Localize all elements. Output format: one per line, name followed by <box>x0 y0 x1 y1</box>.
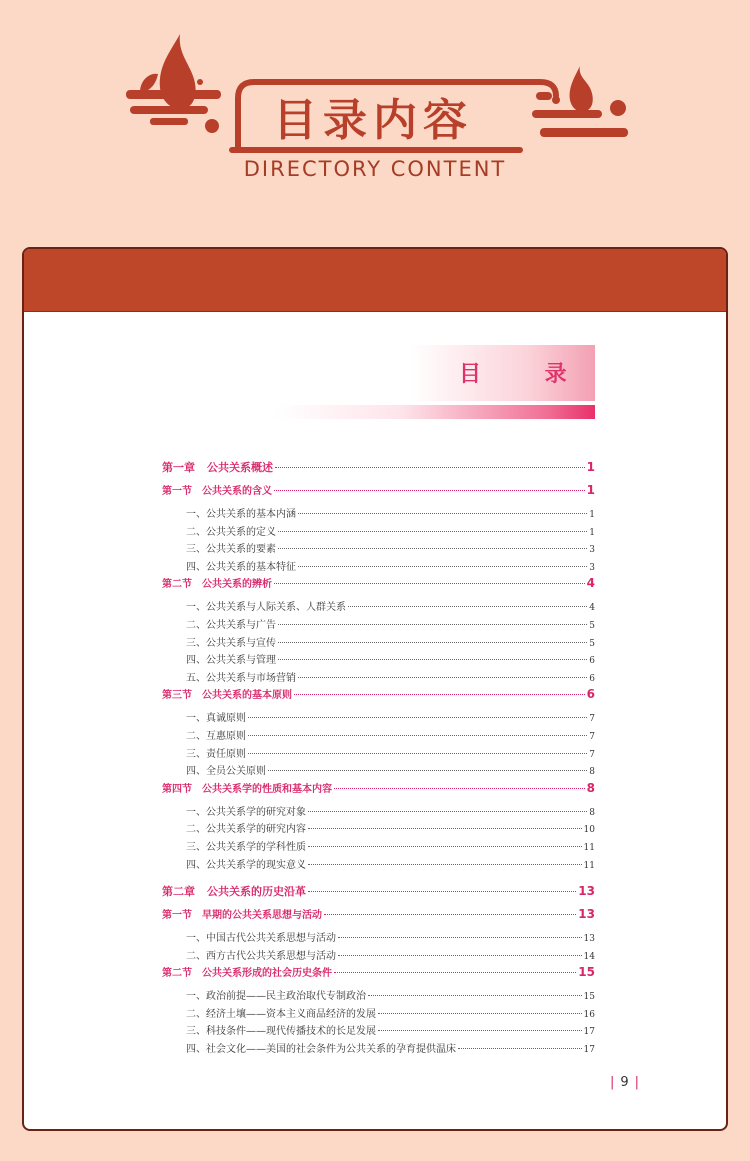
toc-item-page: 3 <box>589 545 595 556</box>
toc-item-page: 5 <box>589 638 595 649</box>
toc-item-title: 四、公共关系与管理 <box>186 655 276 667</box>
toc-item-title: 三、科技条件——现代传播技术的长足发展 <box>186 1026 376 1038</box>
toc-item-title: 二、互惠原则 <box>186 730 246 742</box>
toc-item-page: 10 <box>583 825 595 836</box>
page-number-bar-left: | <box>610 1075 615 1090</box>
toc-item-page: 7 <box>589 731 595 742</box>
dot-leader <box>275 467 585 468</box>
toc-item[interactable] <box>162 709 595 727</box>
toc-item-title: 一、中国古代公共关系思想与活动 <box>186 933 336 945</box>
dot-leader <box>278 548 587 549</box>
dot-leader <box>334 972 576 973</box>
dot-leader <box>274 490 585 491</box>
dot-leader <box>378 1030 582 1031</box>
page-number-value: 9 <box>620 1075 629 1090</box>
toc-item[interactable] <box>162 651 595 669</box>
toc-item[interactable] <box>162 838 595 856</box>
dot-leader <box>308 864 582 865</box>
toc-item[interactable] <box>162 1040 595 1058</box>
dot-leader <box>278 624 587 625</box>
toc-chapter-title: 公共关系概述 <box>207 461 273 474</box>
toc-section-title: 早期的公共关系思想与活动 <box>202 910 322 922</box>
toc-chapter-page: 13 <box>578 884 595 899</box>
dot-leader <box>338 937 582 938</box>
toc-item-page: 3 <box>589 562 595 573</box>
toc-chapter[interactable] <box>162 883 595 906</box>
toc-item[interactable] <box>162 634 595 652</box>
page-number-bar-right: | <box>634 1075 640 1090</box>
dot-leader <box>278 642 587 643</box>
toc-item-page: 7 <box>589 749 595 760</box>
toc-item-title: 四、社会文化——美国的社会条件为公共关系的孕育提供温床 <box>186 1044 456 1056</box>
chapter-spacer <box>162 873 595 883</box>
toc-chapter[interactable] <box>162 459 595 482</box>
toc-item-title: 二、公共关系的定义 <box>186 526 276 538</box>
toc-item[interactable] <box>162 929 595 947</box>
dot-leader <box>248 753 587 754</box>
toc-section-page: 13 <box>578 907 595 922</box>
dot-leader <box>458 1048 582 1049</box>
dot-leader <box>308 828 582 829</box>
dot-leader <box>298 566 587 567</box>
toc-section[interactable] <box>162 482 595 505</box>
toc-item[interactable] <box>162 987 595 1005</box>
toc-section-title: 公共关系学的性质和基本内容 <box>202 783 332 795</box>
toc-section-page: 1 <box>586 483 595 497</box>
dot-leader <box>278 531 587 532</box>
toc-item-title: 二、西方古代公共关系思想与活动 <box>186 950 336 962</box>
toc-item-title: 三、公共关系的要素 <box>186 544 276 556</box>
toc-item-title: 四、全员公关原则 <box>186 766 266 778</box>
toc-item-title: 二、公共关系与广告 <box>186 619 276 631</box>
toc-item-page: 16 <box>583 1009 595 1020</box>
toc-section-title: 公共关系形成的社会历史条件 <box>202 968 332 980</box>
toc-item-page: 4 <box>589 603 595 614</box>
dot-leader <box>348 606 587 607</box>
dot-leader <box>338 955 582 956</box>
toc-section[interactable] <box>162 906 595 929</box>
toc-item[interactable] <box>162 856 595 874</box>
toc-section-page: 4 <box>586 576 595 591</box>
toc-item[interactable] <box>162 745 595 763</box>
toc-item-title: 二、经济土壤——资本主义商品经济的发展 <box>186 1008 376 1020</box>
page-header <box>0 0 750 215</box>
toc-item-title: 五、公共关系与市场营销 <box>186 672 296 684</box>
toc-section-label: 第一节 <box>162 910 192 922</box>
toc-item-page: 8 <box>589 767 595 778</box>
toc-section-title: 公共关系的含义 <box>202 486 272 497</box>
toc-item[interactable] <box>162 820 595 838</box>
toc-section-title: 公共关系的辨析 <box>202 579 272 591</box>
toc-section-label: 第二节 <box>162 968 192 980</box>
toc-item[interactable] <box>162 803 595 821</box>
toc-item-title: 四、公共关系学的现实意义 <box>186 859 306 871</box>
toc-item-title: 三、公共关系学的学科性质 <box>186 841 306 853</box>
dot-leader <box>378 1013 582 1014</box>
dot-leader <box>308 811 587 812</box>
dot-leader <box>274 583 585 584</box>
toc-item[interactable] <box>162 540 595 558</box>
toc-section-title: 公共关系的基本原则 <box>202 690 292 702</box>
toc-item-title: 四、公共关系的基本特征 <box>186 561 296 573</box>
toc-section-page: 8 <box>586 780 595 795</box>
toc-item-page: 14 <box>583 951 595 962</box>
toc-heading-banner <box>259 345 595 401</box>
toc-item-title: 一、公共关系与人际关系、人群关系 <box>186 602 346 614</box>
toc-item-page: 15 <box>583 992 595 1003</box>
header-title-cn: 目录内容 <box>273 95 473 146</box>
header-title-en: DIRECTORY CONTENT <box>243 157 507 181</box>
toc-item-title: 一、政治前提——民主政治取代专制政治 <box>186 991 366 1003</box>
toc-item-page: 11 <box>583 860 595 871</box>
toc-item-page: 1 <box>589 527 595 538</box>
dot-leader <box>248 735 587 736</box>
table-of-contents <box>162 459 595 1058</box>
toc-item[interactable] <box>162 505 595 523</box>
toc-section-label: 第四节 <box>162 783 192 795</box>
toc-item[interactable] <box>162 1005 595 1023</box>
toc-item-page: 7 <box>589 714 595 725</box>
dot-leader <box>334 788 585 789</box>
toc-heading: 目 录 <box>459 362 595 387</box>
toc-item[interactable] <box>162 727 595 745</box>
dot-leader <box>298 677 587 678</box>
toc-item-page: 1 <box>589 510 595 520</box>
toc-section[interactable] <box>162 964 595 987</box>
toc-section-page: 15 <box>578 965 595 980</box>
toc-item[interactable] <box>162 669 595 687</box>
toc-chapter-title: 公共关系的历史沿革 <box>207 885 306 899</box>
dot-leader <box>248 717 587 718</box>
toc-section-label: 第三节 <box>162 690 192 702</box>
toc-item[interactable] <box>162 947 595 965</box>
toc-item-page: 17 <box>583 1027 595 1038</box>
toc-chapter-page: 1 <box>586 460 595 474</box>
dot-leader <box>324 914 576 915</box>
toc-item-title: 三、公共关系与宣传 <box>186 637 276 649</box>
toc-section-label: 第一节 <box>162 486 192 497</box>
toc-item-title: 一、公共关系的基本内涵 <box>186 509 296 520</box>
toc-item-title: 三、责任原则 <box>186 748 246 760</box>
toc-item[interactable] <box>162 558 595 576</box>
toc-item[interactable] <box>162 1022 595 1040</box>
toc-item-title: 一、真诚原则 <box>186 713 246 725</box>
dot-leader <box>308 891 576 892</box>
dot-leader <box>368 995 582 996</box>
toc-section-page: 6 <box>586 687 595 702</box>
dot-leader <box>298 513 587 514</box>
toc-item-page: 17 <box>583 1045 595 1056</box>
toc-section[interactable] <box>162 780 595 803</box>
toc-item-page: 5 <box>589 620 595 631</box>
toc-item[interactable] <box>162 762 595 780</box>
toc-item[interactable] <box>162 616 595 634</box>
toc-section-label: 第二节 <box>162 579 192 591</box>
toc-chapter-label: 第二章 <box>162 885 195 899</box>
toc-item[interactable] <box>162 598 595 616</box>
card-top-band <box>24 249 726 312</box>
toc-item-page: 6 <box>589 673 595 684</box>
toc-section[interactable] <box>162 575 595 598</box>
toc-section[interactable] <box>162 686 595 709</box>
toc-heading-bar <box>274 405 595 419</box>
dot-leader <box>294 694 585 695</box>
dot-leader <box>308 846 582 847</box>
toc-item[interactable] <box>162 523 595 541</box>
toc-item-title: 二、公共关系学的研究内容 <box>186 824 306 836</box>
toc-item-page: 8 <box>589 807 595 818</box>
toc-page-card <box>22 247 728 1131</box>
toc-item-page: 6 <box>589 656 595 667</box>
dot-leader <box>268 770 587 771</box>
toc-item-title: 一、公共关系学的研究对象 <box>186 806 306 818</box>
dot-leader <box>278 659 587 660</box>
toc-item-page: 11 <box>583 842 595 853</box>
page-number <box>604 1075 645 1090</box>
toc-chapter-label: 第一章 <box>162 461 195 474</box>
toc-item-page: 13 <box>583 934 595 945</box>
